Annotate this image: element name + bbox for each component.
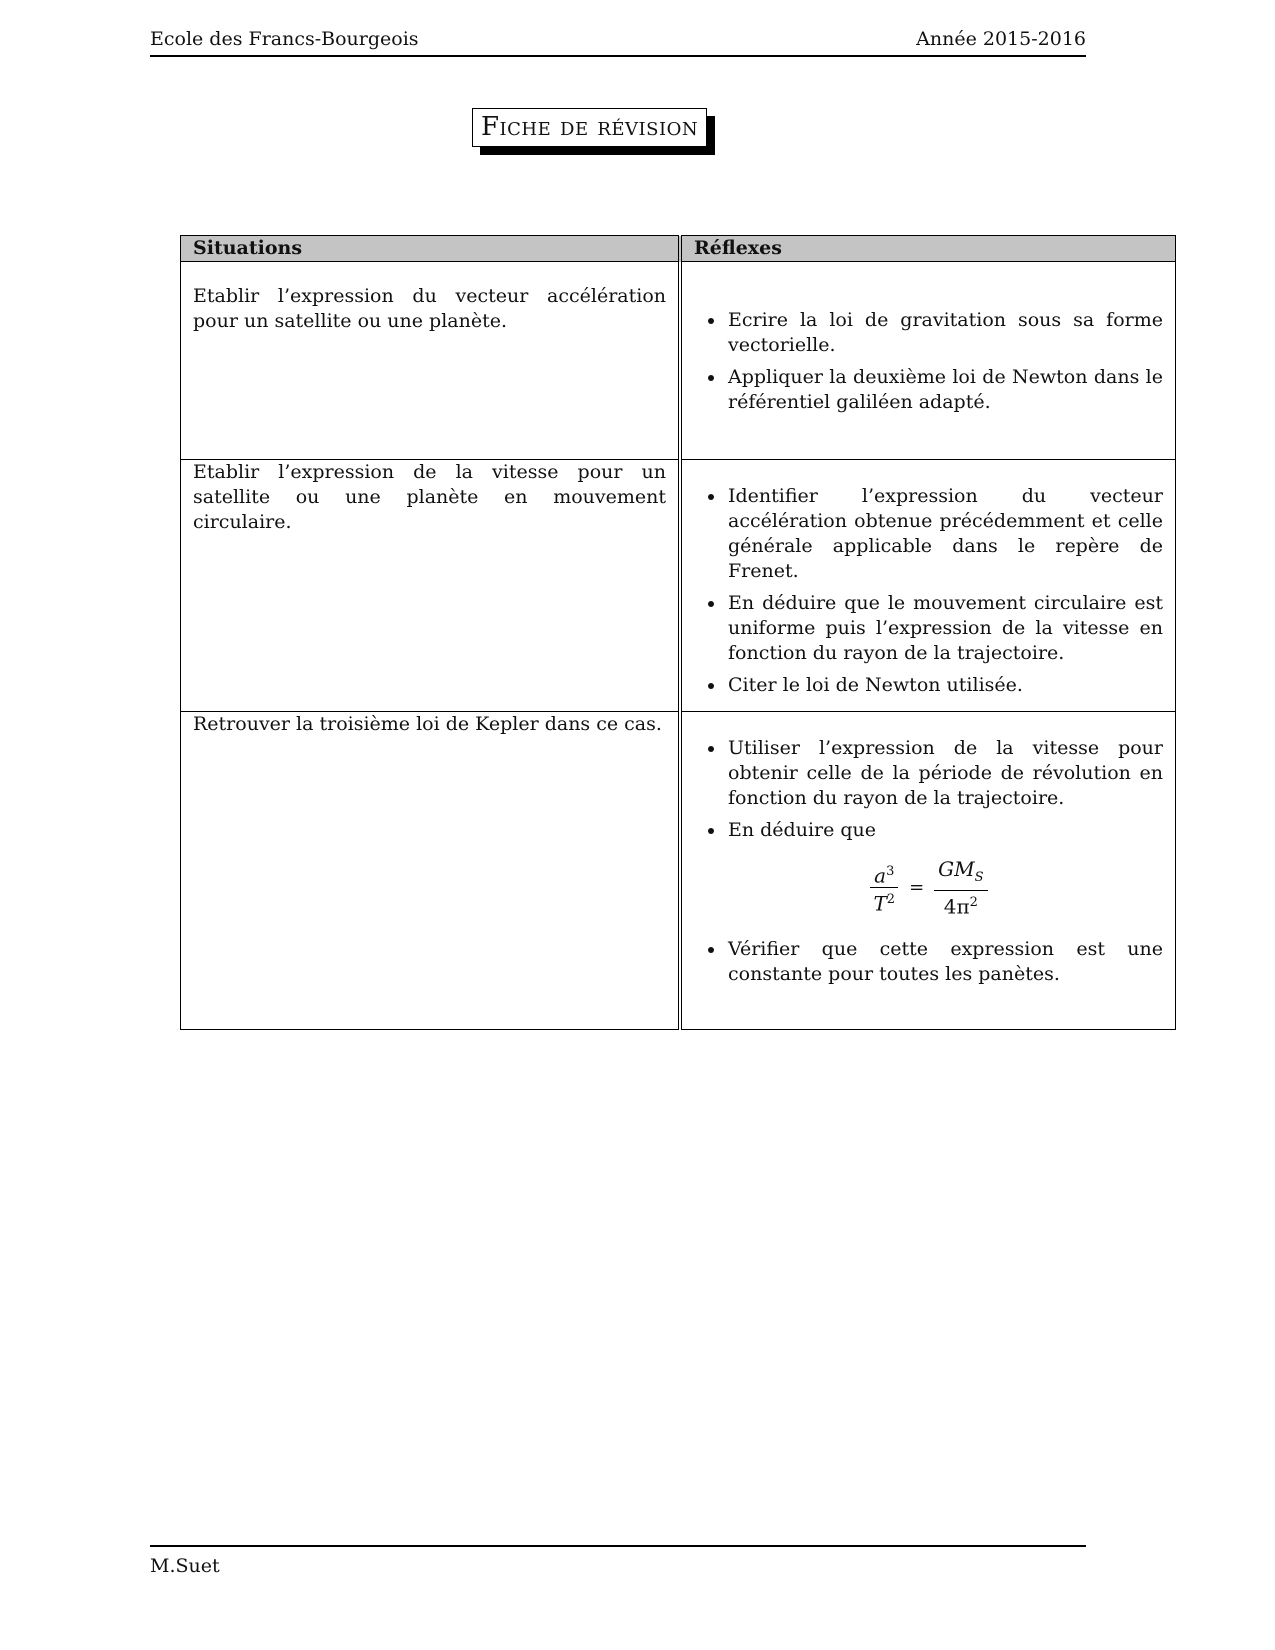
- reflexes-cell: [680, 460, 1176, 712]
- situation-cell: [181, 712, 681, 1030]
- formula-equals: =: [909, 877, 925, 899]
- title-wrapper: [472, 108, 707, 147]
- header-school: Ecole des Francs-Bourgeois: [150, 28, 419, 50]
- reflex-item: • En déduire que: [726, 818, 1163, 843]
- formula-lhs: [869, 860, 899, 916]
- table-row: [181, 712, 1176, 1030]
- reflex-list: [694, 736, 1163, 843]
- formula-rhs-num: GM: [938, 857, 975, 881]
- table-header-row: [181, 236, 1176, 262]
- table-row: [181, 460, 1176, 712]
- page-footer: [150, 1545, 1086, 1577]
- formula-rhs-num-sub: S: [974, 870, 984, 885]
- reflex-list-continued: [694, 937, 1163, 987]
- formula-rhs: [934, 857, 987, 919]
- revision-table: [180, 235, 1176, 1030]
- reflex-item: • Ecrire la loi de gravitation sous sa forme vectorielle.: [726, 308, 1163, 358]
- table-row: [181, 262, 1176, 460]
- formula-rhs-den: 4π: [943, 894, 970, 919]
- reflex-item: • En déduire que le mouvement circulaire est uniforme puis l’expression de la vitesse en fonction du rayon de la trajectoire.: [726, 591, 1163, 666]
- formula-lhs-num-exp: 3: [886, 863, 895, 879]
- reflex-item: • Citer le loi de Newton utilisée.: [726, 673, 1163, 698]
- header-situations: Situations: [181, 236, 681, 262]
- reflexes-cell: [680, 712, 1176, 1030]
- formula-lhs-num: a: [874, 863, 887, 888]
- situation-text: Etablir l’expression de la vitesse pour un satellite ou une planète en mouvement circulaire.: [193, 461, 666, 533]
- reflex-list: [694, 484, 1163, 698]
- reflexes-cell: [680, 262, 1176, 460]
- kepler-formula: [694, 857, 1163, 919]
- formula-rhs-den-exp: 2: [969, 895, 978, 910]
- situation-text: Etablir l’expression du vecteur accélération pour un satellite ou une planète.: [193, 285, 666, 332]
- formula-lhs-den-exp: 2: [886, 892, 896, 908]
- reflex-item: • Utiliser l’expression de la vitesse pour obtenir celle de la période de révolution en fonction du rayon de la trajectoire.: [726, 736, 1163, 811]
- situation-text: Retrouver la troisième loi de Kepler dans ce cas.: [193, 713, 662, 735]
- reflex-item: • Vérifier que cette expression est une constante pour toutes les panètes.: [726, 937, 1163, 987]
- situation-cell: [181, 460, 681, 712]
- situation-cell: [181, 262, 681, 460]
- page-title: Fiche de révision: [472, 108, 707, 147]
- header-year: Année 2015-2016: [916, 28, 1086, 50]
- header-reflexes: Réflexes: [680, 236, 1176, 262]
- footer-author: M.Suet: [150, 1555, 220, 1577]
- page-header: [150, 28, 1086, 57]
- reflex-item: • Appliquer la deuxième loi de Newton dans le référentiel galiléen adapté.: [726, 365, 1163, 415]
- reflex-item: • Identifier l’expression du vecteur accélération obtenue précédemment et celle générale applicable dans le repère de Frenet.: [726, 484, 1163, 584]
- formula-lhs-den: T: [873, 891, 887, 916]
- reflex-list: [694, 308, 1163, 415]
